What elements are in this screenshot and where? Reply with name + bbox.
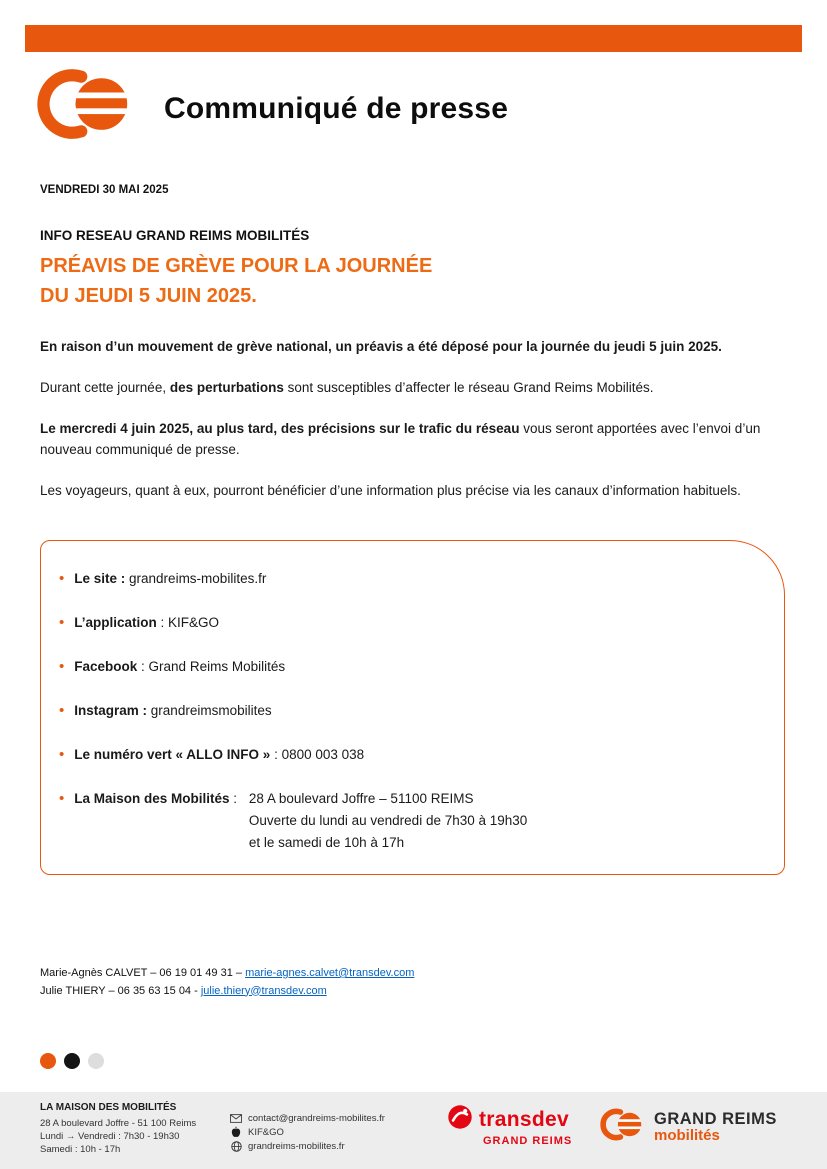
maison-address: 28 A boulevard Joffre – 51100 REIMS Ouverte du lundi au vendredi de 7h30 à 19h30 et le samedi de 10h à 17h [248, 791, 528, 850]
transdev-icon [447, 1104, 473, 1135]
body-text [40, 337, 790, 522]
footer-email-row [230, 1111, 385, 1125]
list-item-maison: • La Maison des Mobilités : 28 A boulevard Joffre – 51100 REIMS Ouverte du lundi au vendredi de 7h30 à 19h30 et le samedi de 10h à 17h [59, 788, 754, 854]
paragraph-3: Le mercredi 4 juin 2025, au plus tard, des précisions sur le trafic du réseau vous seront apportées avec l’envoi d’un nouveau communiqué de presse. [40, 421, 761, 457]
bullet-icon: • [59, 702, 65, 719]
list-item-numero-vert: • Le numéro vert « ALLO INFO » : 0800 003 038 [59, 746, 365, 763]
headline [40, 251, 432, 311]
email-link-thiery[interactable]: julie.thiery@transdev.com [200, 984, 327, 997]
headline-line2: DU JEUDI 5 JUIN 2025. [40, 285, 257, 307]
top-accent-bar [25, 25, 802, 52]
footer-maison-hours-saturday: Samedi : 10h - 17h [40, 1144, 121, 1155]
press-contacts [40, 965, 414, 1000]
grand-reims-footer-logo-icon [600, 1108, 646, 1146]
bullet-icon: • [59, 614, 65, 631]
info-channels-box [40, 540, 785, 875]
footer-maison-title: LA MAISON DES MOBILITÉS [40, 1102, 177, 1113]
paragraph-1: En raison d’un mouvement de grève national, un préavis a été déposé pour la journée du jeudi 5 juin 2025. [40, 339, 722, 354]
footer-website: grandreims-mobilites.fr [248, 1140, 345, 1152]
footer-web-row [230, 1139, 385, 1153]
footer [0, 1092, 827, 1169]
bullet-icon: • [59, 570, 65, 587]
dots-decoration [40, 1053, 104, 1069]
footer-maison-address: 28 A boulevard Joffre - 51 100 Reims [40, 1118, 197, 1129]
footer-app: KIF&GO [248, 1126, 284, 1138]
black-dot-icon [64, 1053, 80, 1069]
bullet-icon: • [59, 746, 65, 763]
list-item-site: • Le site : grandreims-mobilites.fr [59, 570, 267, 587]
grand-reims-mobilites-logo-icon [36, 68, 138, 140]
list-item-instagram: • Instagram : grandreimsmobilites [59, 702, 272, 719]
footer-email: contact@grandreims-mobilites.fr [248, 1112, 385, 1124]
headline-line1: PRÉAVIS DE GRÈVE POUR LA JOURNÉE [40, 255, 433, 277]
bullet-icon: • [59, 658, 65, 675]
footer-maison-hours-week: Lundi → Vendredi : 7h30 - 19h30 [40, 1131, 180, 1142]
press-contact-2: Julie THIERY – 06 35 63 15 04 - julie.thiery@transdev.com [40, 984, 327, 997]
footer-channels-block [230, 1111, 385, 1153]
footer-app-row [230, 1125, 385, 1139]
globe-icon [230, 1140, 242, 1152]
transdev-subtitle: GRAND REIMS [483, 1135, 573, 1147]
footer-maison-block [40, 1101, 196, 1156]
grand-reims-footer-logo [600, 1108, 777, 1146]
paragraph-2: Durant cette journée, des perturbations sont susceptibles d’affecter le réseau Grand Reims Mobilités. [40, 380, 654, 395]
paragraph-4: Les voyageurs, quant à eux, pourront bénéficier d’une information plus précise via les canaux d’information habituels. [40, 482, 741, 498]
brand-name: GRAND REIMS [654, 1110, 777, 1128]
apple-icon [230, 1126, 242, 1138]
brand-subtitle: mobilités [654, 1127, 720, 1144]
email-link-calvet[interactable]: marie-agnes.calvet@transdev.com [245, 967, 415, 979]
transdev-wordmark: transdev [479, 1107, 569, 1131]
date-line: VENDREDI 30 MAI 2025 [40, 184, 169, 196]
transdev-logo [447, 1104, 572, 1147]
list-item-facebook: • Facebook : Grand Reims Mobilités [59, 658, 286, 675]
press-contact-1: Marie-Agnès CALVET – 06 19 01 49 31 – marie-agnes.calvet@transdev.com [40, 967, 415, 979]
list-item-application: • L’application : KIF&GO [59, 614, 220, 631]
headline-kicker: INFO RESEAU GRAND REIMS MOBILITÉS [40, 228, 310, 243]
orange-dot-icon [40, 1053, 56, 1069]
gray-dot-icon [88, 1053, 104, 1069]
envelope-icon [230, 1112, 242, 1124]
bullet-icon: • [59, 790, 65, 807]
page-title: Communiqué de presse [164, 92, 509, 125]
